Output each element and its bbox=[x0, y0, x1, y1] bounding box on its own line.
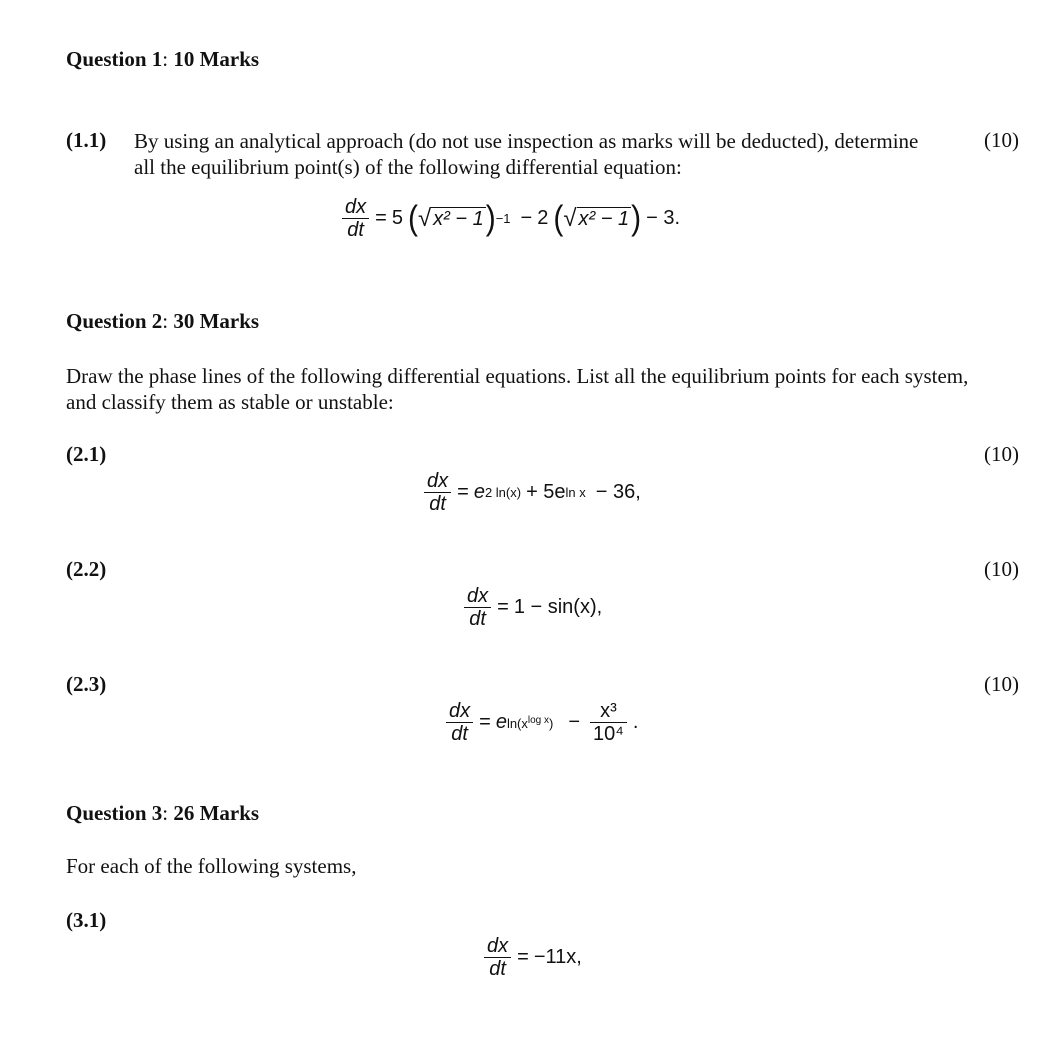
question-2-intro-line2: and classify them as stable or unstable: bbox=[66, 390, 394, 414]
equation-1-1: $\frac{dx}{dt}$ = 5 ( √ x² − 1 ) −1 − 2 ( √ x² − 1 ) − 3. bbox=[342, 196, 680, 241]
part-1-1-number: (1.1) bbox=[66, 128, 107, 152]
part-3-1-number: (3.1) bbox=[66, 908, 107, 932]
question-2-intro-line1: Draw the phase lines of the following differential equations. List all the equilibrium points for each system, bbox=[66, 364, 969, 388]
power-fraction: $\frac{\text{x³}}{\text{10⁴}}$ bbox=[590, 700, 627, 745]
part-1-1-line1: By using an analytical approach (do not use inspection as marks will be deducted), determine bbox=[134, 129, 919, 153]
question-1-heading: Question 1: 10 Marks bbox=[66, 47, 260, 71]
part-1-1-line2: all the equilibrium point(s) of the following differential equation: bbox=[134, 155, 682, 179]
equation-2-2: $\frac{dx}{dt}$ = 1 − sin(x), bbox=[464, 585, 602, 630]
question-2-intro bbox=[66, 363, 1026, 415]
question-2-heading: Question 2: 30 Marks bbox=[66, 309, 260, 333]
part-2-3-number: (2.3) bbox=[66, 672, 107, 696]
equation-2-1: $\frac{dx}{dt}$ = e 2 ln(x) + 5e ln x − 36, bbox=[424, 470, 641, 515]
derivative-fraction: $\frac{dx}{dt}$ bbox=[342, 196, 369, 241]
part-1-1-text bbox=[134, 128, 974, 180]
part-2-3-marks: (10) bbox=[984, 672, 1019, 696]
sqrt-term-2: √ x² − 1 bbox=[563, 204, 630, 232]
sqrt-term-1: √ x² − 1 bbox=[417, 204, 484, 232]
question-3-intro: For each of the following systems, bbox=[66, 854, 357, 878]
part-2-1-number: (2.1) bbox=[66, 442, 107, 466]
part-2-2-number: (2.2) bbox=[66, 557, 107, 581]
part-2-2-marks: (10) bbox=[984, 557, 1019, 581]
part-2-1-marks: (10) bbox=[984, 442, 1019, 466]
equation-3-1: $\frac{dx}{dt}$ = −11x, bbox=[484, 935, 582, 980]
question-3-heading: Question 3: 26 Marks bbox=[66, 801, 260, 825]
equation-2-3: $\frac{dx}{dt}$ = e $\ln(x^{log x})$ − $\frac{\text{x³}}{\text{10⁴}}$ . bbox=[446, 700, 638, 745]
part-1-1-marks: (10) bbox=[984, 128, 1019, 152]
